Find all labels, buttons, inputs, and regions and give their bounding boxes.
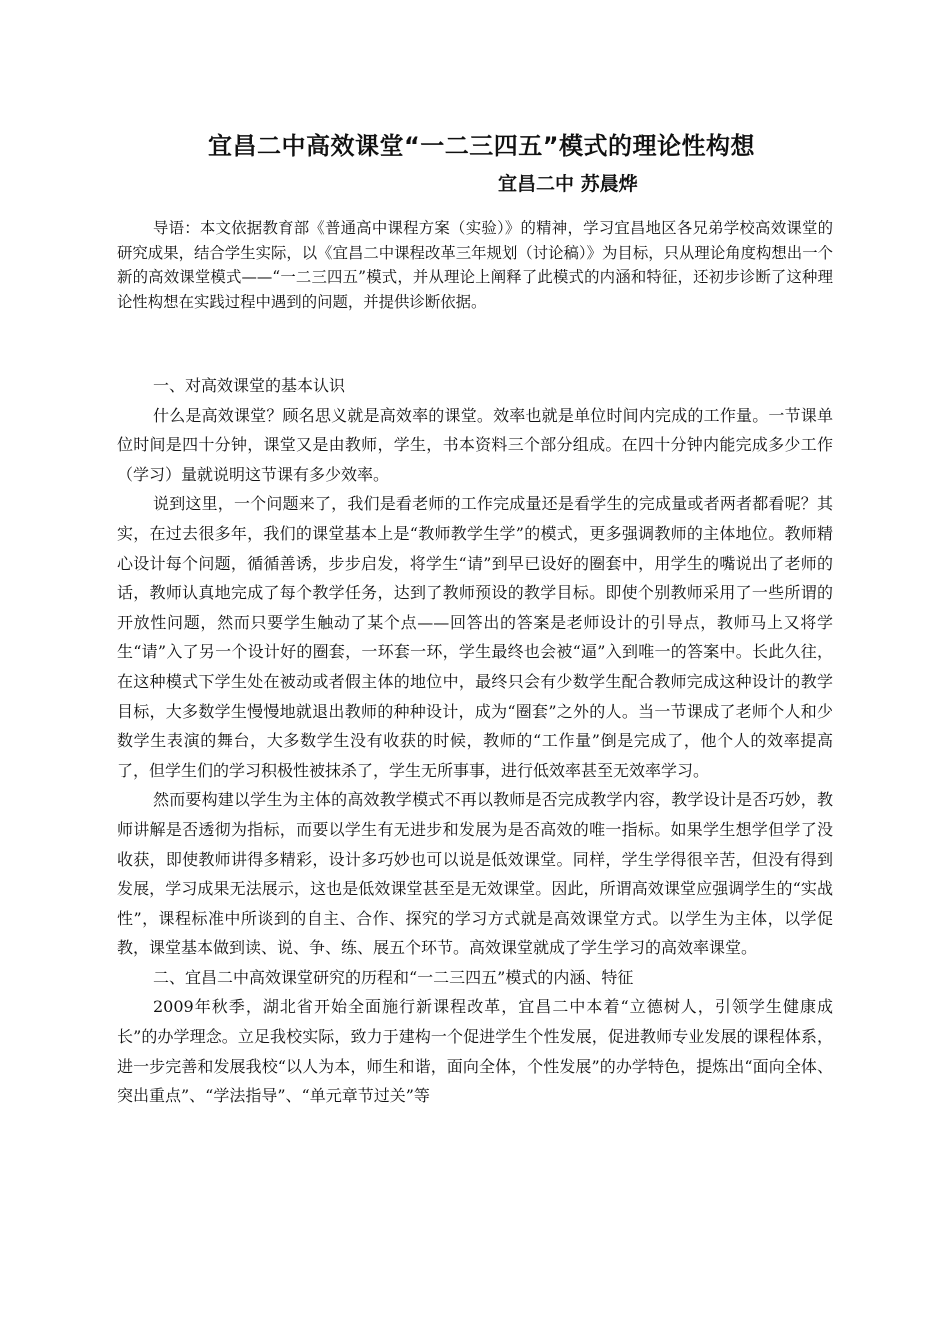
document-abstract: 导语：本文依据教育部《普通高中课程方案（实验）》的精神，学习宜昌地区各兄弟学校高效课堂的研究成果，结合学生实际，以《宜昌二中课程改革三年规划（讨论稿）》为目标，只从理论角度构想出一个新的高效课堂模式——“一二三四五”模式，并从理论上阐释了此模式的内涵和特征，还初步诊断了这种理论性构想在实践过程中遇到的问题，并提供诊断依据。	[117, 219, 833, 311]
document-author: 宜昌二中 苏晨烨	[498, 173, 638, 195]
body-paragraph: 2009年秋季，湖北省开始全面施行新课程改革，宜昌二中本着“立德树人，引领学生健康成长”的办学理念。立足我校实际，致力于建构一个促进学生个性发展，促进教师专业发展的课程体系，进一步完善和发展我校“以人为本，师生和谐，面向全体，个性发展”的办学特色，提炼出“面向全体、突出重点”、“学法指导”、“单元章节过关”等	[117, 997, 833, 1106]
document-title: 宜昌二中高效课堂“一二三四五”模式的理论性构想	[208, 132, 756, 160]
section-heading: 一、对高效课堂的基本认识	[153, 376, 346, 395]
section-heading: 二、宜昌二中高效课堂研究的历程和“一二三四五”模式的内涵、特征	[153, 967, 634, 987]
document-body	[117, 371, 833, 1111]
body-paragraph: 什么是高效课堂？顾名思义就是高效率的课堂。效率也就是单位时间内完成的工作量。一节课单位时间是四十分钟，课堂又是由教师，学生，书本资料三个部分组成。在四十分钟内能完成多少工作（学习）量就说明这节课有多少效率。	[117, 405, 833, 484]
body-paragraph: 说到这里，一个问题来了，我们是看老师的工作完成量还是看学生的完成量或者两者都看呢？其实，在过去很多年，我们的课堂基本上是“教师教学生学”的模式，更多强调教师的主体地位。教师精心设计每个问题，循循善诱，步步启发，将学生“请”到早已设好的圈套中，用学生的嘴说出了老师的话，教师认真地完成了每个教学任务，达到了教师预设的教学目标。即使个别教师采用了一些所谓的开放性问题，然而只要学生触动了某个点——回答出的答案是老师设计的引导点，教师马上又将学生“请”入了另一个设计好的圈套，一环套一环，学生最终也会被“逼”入到唯一的答案中。长此久往，在这种模式下学生处在被动或者假主体的地位中，最终只会有少数学生配合教师完成这种设计的教学目标，大多数学生慢慢地就退出教师的种种设计，成为“圈套”之外的人。当一节课成了老师个人和少数学生表演的舞台，大多数学生没有收获的时候，教师的“工作量”倒是完成了，他个人的效率提高了，但学生们的学习积极性被抹杀了，学生无所事事，进行低效率甚至无效率学习。	[117, 494, 833, 780]
body-paragraph: 然而要构建以学生为主体的高效教学模式不再以教师是否完成教学内容，教学设计是否巧妙，教师讲解是否透彻为指标，而要以学生有无进步和发展为是否高效的唯一指标。如果学生想学但学了没收获，即使教师讲得多精彩，设计多巧妙也可以说是低效课堂。同样，学生学得很辛苦，但没有得到发展，学习成果无法展示，这也是低效课堂甚至是无效课堂。因此，所谓高效课堂应强调学生的“实战性”，课程标准中所谈到的自主、合作、探究的学习方式就是高效课堂方式。以学生为主体，以学促教，课堂基本做到读、说、争、练、展五个环节。高效课堂就成了学生学习的高效率课堂。	[117, 790, 833, 958]
